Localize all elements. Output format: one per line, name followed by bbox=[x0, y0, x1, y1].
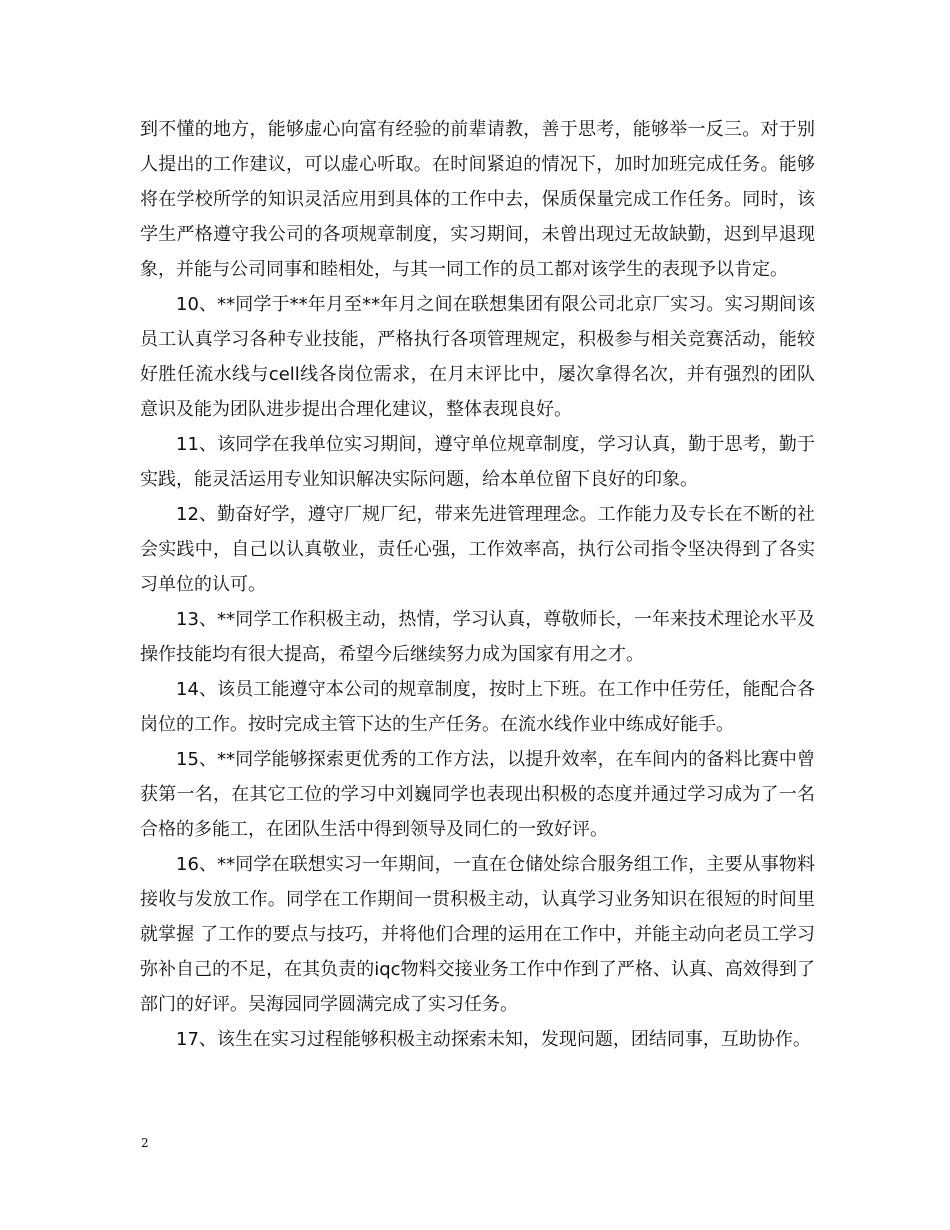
paragraph-item-10: 10、**同学于**年月至**年月之间在联想集团有限公司北京厂实习。实习期间该员工认真学习各种专业技能，严格执行各项管理规定，积极参与相关竞赛活动，能较好胜任流水线与cell线各岗位需求，在月末评比中，屡次拿得名次，并有强烈的团队意识及能为团队进步提出合理化建议，整体表现良好。 bbox=[140, 294, 815, 420]
paragraph-item-13: 13、**同学工作积极主动，热情，学习认真，尊敬师长，一年来技术理论水平及操作技能均有很大提高，希望今后继续努力成为国家有用之才。 bbox=[140, 609, 815, 665]
document-body bbox=[140, 112, 815, 1057]
paragraph-item-11: 11、该同学在我单位实习期间，遵守单位规章制度，学习认真，勤于思考，勤于实践，能灵活运用专业知识解决实际问题，给本单位留下良好的印象。 bbox=[140, 434, 815, 490]
paragraph-item-16: 16、**同学在联想实习一年期间，一直在仓储处综合服务组工作，主要从事物料接收与发放工作。同学在工作期间一贯积极主动，认真学习业务知识在很短的时间里就掌握 了工作的要点与技巧，并将他们合理的运用在工作中，并能主动向老员工学习弥补自己的不足，在其负责的iqc物料交接业务工作中作到了严格、认真、高效得到了部门的好评。吴海园同学圆满完成了实习任务。 bbox=[140, 854, 815, 1015]
paragraph-1: 到不懂的地方，能够虚心向富有经验的前辈请教，善于思考，能够举一反三。对于别人提出的工作建议，可以虚心听取。在时间紧迫的情况下，加时加班完成任务。能够将在学校所学的知识灵活应用到具体的工作中去，保质保量完成工作任务。同时，该学生严格遵守我公司的各项规章制度，实习期间，未曾出现过无故缺勤，迟到早退现象，并能与公司同事和睦相处，与其一同工作的员工都对该学生的表现予以肯定。 bbox=[140, 119, 815, 280]
page-number: 2 bbox=[141, 1136, 149, 1150]
paragraph-item-17: 17、该生在实习过程能够积极主动探索未知，发现问题，团结同事，互助协作。 bbox=[176, 1029, 811, 1050]
paragraph-item-12: 12、勤奋好学，遵守厂规厂纪，带来先进管理理念。工作能力及专长在不断的社会实践中，自己以认真敬业，责任心强，工作效率高，执行公司指令坚决得到了各实习单位的认可。 bbox=[140, 504, 815, 595]
paragraph-item-14: 14、该员工能遵守本公司的规章制度，按时上下班。在工作中任劳任，能配合各岗位的工作。按时完成主管下达的生产任务。在流水线作业中练成好能手。 bbox=[140, 679, 815, 735]
paragraph-item-15: 15、**同学能够探索更优秀的工作方法，以提升效率，在车间内的备料比赛中曾获第一名，在其它工位的学习中刘巍同学也表现出积极的态度并通过学习成为了一名合格的多能工，在团队生活中得到领导及同仁的一致好评。 bbox=[140, 749, 815, 840]
